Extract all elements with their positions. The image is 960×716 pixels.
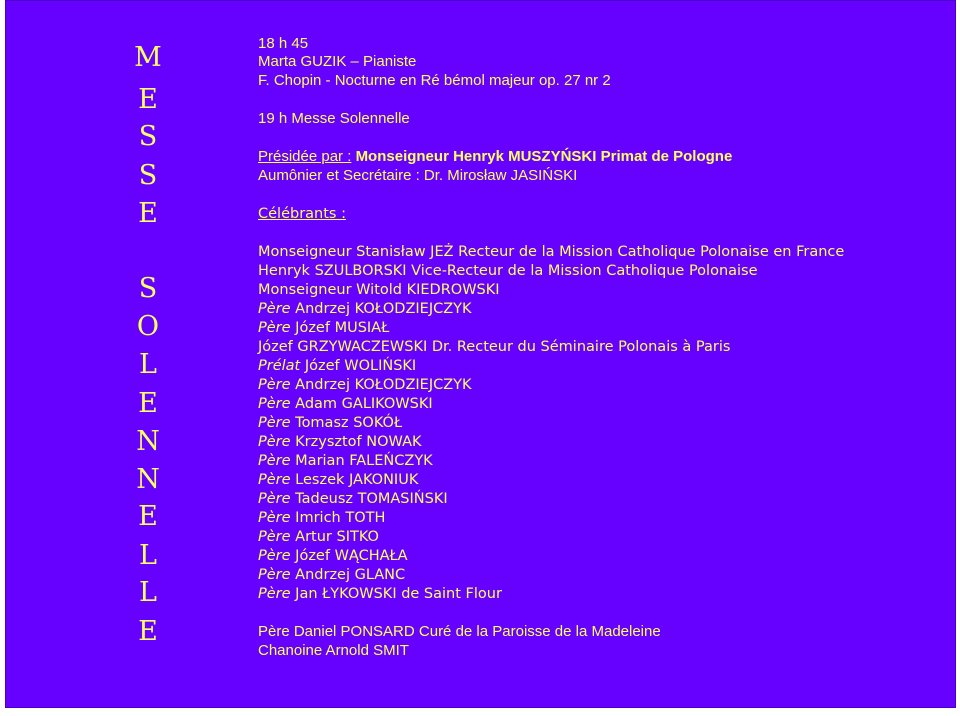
program-performer: Marta GUZIK – Pianiste (258, 53, 417, 70)
side-letter: E (138, 84, 158, 115)
celebrant-name: Andrzej KOŁODZIEJCZYK (290, 301, 472, 317)
celebrant-name: Krzysztof NOWAK (290, 434, 422, 450)
side-letter: S (138, 273, 158, 304)
chaplain-line: Aumônier et Secrétaire : Dr. Mirosław JASIŃSKI (258, 167, 578, 184)
side-letter: L (139, 577, 157, 608)
celebrant-item (258, 376, 472, 394)
celebrant-item (258, 357, 416, 375)
celebrant-name: Artur SITKO (290, 529, 379, 545)
celebrant-item (258, 509, 385, 527)
celebrant-item (258, 243, 844, 261)
celebrant-prefix: Père (258, 472, 291, 488)
celebrant-prefix: Père (258, 548, 291, 564)
celebrant-name: Jan ŁYKOWSKI de Saint Flour (290, 586, 502, 602)
celebrant-item (258, 490, 448, 508)
side-letter: L (139, 349, 157, 380)
celebrant-item (258, 338, 730, 356)
celebrant-prefix: Prélat (258, 358, 301, 374)
celebrant-name: Henryk SZULBORSKI Vice-Recteur de la Mission Catholique Polonaise (258, 263, 758, 279)
celebrant-item (258, 452, 433, 470)
celebrant-name: Marian FALEŃCZYK (290, 453, 433, 469)
celebrant-name: Andrzej GLANC (290, 567, 406, 583)
celebrant-name: Józef GRZYWACZEWSKI Dr. Recteur du Séminaire Polonais à Paris (258, 339, 731, 355)
celebrant-name: Imrich TOTH (290, 510, 386, 526)
program-time-2: 19 h Messe Solennelle (258, 110, 410, 127)
vertical-title-letters (128, 1, 168, 701)
celebrant-name: Adam GALIKOWSKI (290, 396, 433, 412)
celebrant-item (258, 585, 502, 603)
celebrant-name: Józef MUSIAŁ (290, 320, 390, 336)
celebrant-prefix: Père (258, 396, 291, 412)
celebrant-prefix: Père (258, 434, 291, 450)
celebrant-prefix: Père (258, 491, 291, 507)
celebrant-item (258, 262, 758, 280)
celebrant-prefix: Père (258, 415, 291, 431)
celebrant-name: Andrzej KOŁODZIEJCZYK (290, 377, 472, 393)
side-letter: E (138, 616, 158, 647)
side-letter: M (134, 42, 162, 73)
celebrant-name: Józef WĄCHAŁA (290, 548, 408, 564)
side-letter: N (136, 464, 160, 495)
celebrant-name: Tadeusz TOMASIŃSKI (290, 491, 448, 507)
celebrant-item (258, 319, 389, 337)
closing-line-2: Chanoine Arnold SMIT (258, 642, 409, 659)
celebrant-item (258, 528, 379, 546)
side-letter: L (139, 540, 157, 571)
slide (5, 0, 956, 708)
side-letter: E (138, 198, 158, 229)
side-letter: S (138, 121, 158, 152)
celebrant-item (258, 395, 433, 413)
celebrant-name: Monseigneur Stanisław JEŻ Recteur de la Mission Catholique Polonaise en France (258, 244, 845, 260)
program-piece: F. Chopin - Nocturne en Ré bémol majeur op. 27 nr 2 (258, 72, 611, 89)
side-letter: E (138, 501, 158, 532)
celebrant-name: Józef WOLIŃSKI (300, 358, 417, 374)
presided-line (258, 148, 732, 166)
side-letter: O (136, 311, 160, 342)
celebrant-prefix: Père (258, 586, 291, 602)
presided-name: Monseigneur Henryk MUSZYŃSKI Primat de Pologne (355, 148, 733, 165)
program-time-1: 18 h 45 (258, 35, 309, 52)
celebrant-name: Monseigneur Witold KIEDROWSKI (258, 282, 500, 298)
celebrant-prefix: Père (258, 453, 291, 469)
celebrant-item (258, 547, 408, 565)
celebrant-item (258, 300, 472, 318)
presided-label: Présidée par : (258, 148, 352, 165)
celebrant-prefix: Père (258, 320, 291, 336)
celebrant-item (258, 281, 500, 299)
celebrant-name: Leszek JAKONIUK (290, 472, 419, 488)
closing-line-1: Père Daniel PONSARD Curé de la Paroisse de la Madeleine (258, 623, 661, 640)
celebrant-prefix: Père (258, 529, 291, 545)
side-letter: N (136, 426, 160, 457)
celebrant-item (258, 414, 402, 432)
side-letter: E (138, 388, 158, 419)
celebrant-prefix: Père (258, 567, 291, 583)
celebrant-prefix: Père (258, 377, 291, 393)
celebrant-prefix: Père (258, 510, 291, 526)
celebrant-prefix: Père (258, 301, 291, 317)
side-letter: S (138, 160, 158, 191)
celebrant-item (258, 566, 405, 584)
celebrant-item (258, 433, 422, 451)
celebrant-name: Tomasz SOKÓŁ (290, 415, 403, 431)
celebrants-label: Célébrants : (258, 206, 346, 222)
celebrant-item (258, 471, 418, 489)
